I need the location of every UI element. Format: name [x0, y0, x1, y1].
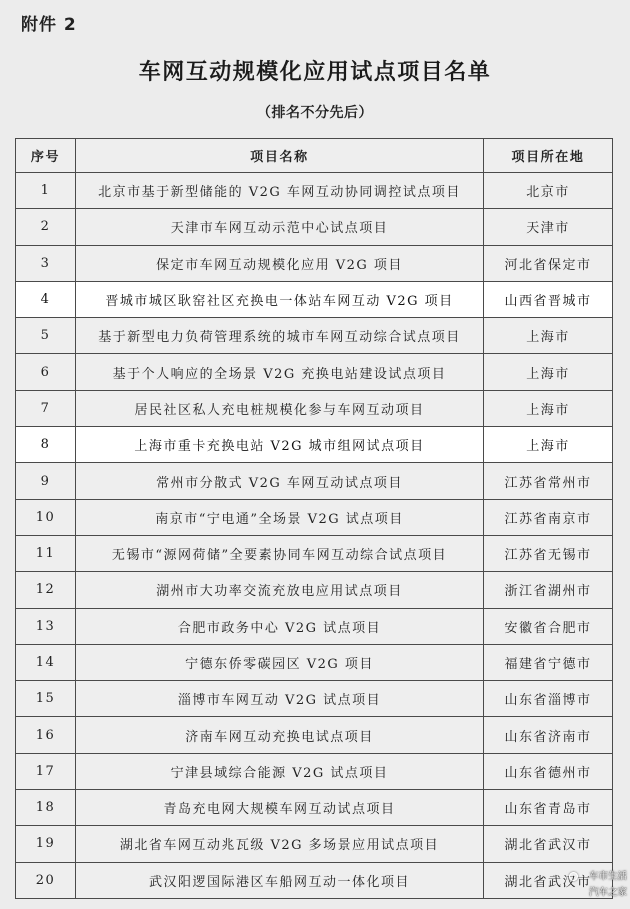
project-name: 无锡市“源网荷储”全要素协同车网互动综合试点项目: [76, 535, 484, 571]
project-location: 江苏省无锡市: [484, 535, 613, 571]
table-row: [16, 717, 613, 753]
table-row-highlighted: [16, 427, 613, 463]
project-name: 上海市重卡充换电站 V2G 城市组网试点项目: [76, 427, 484, 463]
project-name: 湖州市大功率交流充放电应用试点项目: [76, 572, 484, 608]
row-number: 16: [16, 717, 76, 753]
table-row-highlighted: [16, 281, 613, 317]
project-location: 安徽省合肥市: [484, 608, 613, 644]
project-location: 上海市: [484, 427, 613, 463]
row-number: 5: [16, 318, 76, 354]
table-row: [16, 173, 613, 209]
project-name: 淄博市车网互动 V2G 试点项目: [76, 681, 484, 717]
project-list-table: [15, 138, 613, 899]
row-number: 15: [16, 681, 76, 717]
table-row: [16, 826, 613, 862]
row-number: 13: [16, 608, 76, 644]
project-name: 宁德东侨零碳园区 V2G 项目: [76, 644, 484, 680]
row-number: 14: [16, 644, 76, 680]
project-name: 基于新型电力负荷管理系统的城市车网互动综合试点项目: [76, 318, 484, 354]
project-location: 山东省德州市: [484, 753, 613, 789]
project-name: 常州市分散式 V2G 车网互动试点项目: [76, 463, 484, 499]
project-name: 晋城市城区耿窑社区充换电一体站车网互动 V2G 项目: [76, 281, 484, 317]
row-number: 8: [16, 427, 76, 463]
watermark-logo-icon: [569, 872, 578, 881]
header-project-name: 项目名称: [76, 139, 484, 173]
row-number: 11: [16, 535, 76, 571]
project-name: 保定市车网互动规模化应用 V2G 项目: [76, 245, 484, 281]
table-row: [16, 390, 613, 426]
row-number: 4: [16, 281, 76, 317]
watermark: [569, 869, 627, 903]
project-name: 居民社区私人充电桩规模化参与车网互动项目: [76, 390, 484, 426]
project-name: 南京市“宁电通”全场景 V2G 试点项目: [76, 499, 484, 535]
project-name: 宁津县域综合能源 V2G 试点项目: [76, 753, 484, 789]
project-name: 济南车网互动充换电试点项目: [76, 717, 484, 753]
project-location: 山东省淄博市: [484, 681, 613, 717]
row-number: 1: [16, 173, 76, 209]
project-location: 北京市: [484, 173, 613, 209]
row-number: 10: [16, 499, 76, 535]
table-row: [16, 644, 613, 680]
table-row: [16, 318, 613, 354]
project-location: 江苏省南京市: [484, 499, 613, 535]
watermark-line-2: 汽车之家: [588, 887, 627, 898]
watermark-line-1: 车市生活: [588, 871, 627, 882]
row-number: 20: [16, 862, 76, 898]
project-name: 青岛充电网大规模车网互动试点项目: [76, 790, 484, 826]
table-row: [16, 463, 613, 499]
document-subtitle: （排名不分先后）: [257, 105, 373, 121]
project-location: 上海市: [484, 354, 613, 390]
table-row: [16, 753, 613, 789]
table-row: [16, 354, 613, 390]
row-number: 18: [16, 790, 76, 826]
header-number: 序号: [16, 139, 76, 173]
project-name: 合肥市政务中心 V2G 试点项目: [76, 608, 484, 644]
project-location: 河北省保定市: [484, 245, 613, 281]
row-number: 17: [16, 753, 76, 789]
table-row: [16, 535, 613, 571]
row-number: 6: [16, 354, 76, 390]
project-location: 湖北省武汉市: [484, 862, 613, 898]
project-location: 山东省青岛市: [484, 790, 613, 826]
project-location: 山东省济南市: [484, 717, 613, 753]
project-location: 上海市: [484, 390, 613, 426]
project-location: 福建省宁德市: [484, 644, 613, 680]
row-number: 3: [16, 245, 76, 281]
table-header-row: [16, 139, 613, 173]
table-row: [16, 608, 613, 644]
row-number: 9: [16, 463, 76, 499]
project-location: 江苏省常州市: [484, 463, 613, 499]
attachment-label: 附件 2: [21, 15, 77, 35]
project-location: 山西省晋城市: [484, 281, 613, 317]
project-name: 北京市基于新型储能的 V2G 车网互动协同调控试点项目: [76, 173, 484, 209]
table-row: [16, 245, 613, 281]
row-number: 12: [16, 572, 76, 608]
row-number: 19: [16, 826, 76, 862]
table-row: [16, 862, 613, 898]
project-name: 武汉阳逻国际港区车船网互动一体化项目: [76, 862, 484, 898]
row-number: 2: [16, 209, 76, 245]
project-location: 浙江省湖州市: [484, 572, 613, 608]
table-row: [16, 790, 613, 826]
project-location: 天津市: [484, 209, 613, 245]
project-name: 天津市车网互动示范中心试点项目: [76, 209, 484, 245]
project-location: 上海市: [484, 318, 613, 354]
header-location: 项目所在地: [484, 139, 613, 173]
project-name: 基于个人响应的全场景 V2G 充换电站建设试点项目: [76, 354, 484, 390]
row-number: 7: [16, 390, 76, 426]
table-row: [16, 681, 613, 717]
document-title: 车网互动规模化应用试点项目名单: [138, 59, 492, 85]
table-row: [16, 209, 613, 245]
table-row: [16, 572, 613, 608]
project-location: 湖北省武汉市: [484, 826, 613, 862]
project-name: 湖北省车网互动兆瓦级 V2G 多场景应用试点项目: [76, 826, 484, 862]
table-row: [16, 499, 613, 535]
